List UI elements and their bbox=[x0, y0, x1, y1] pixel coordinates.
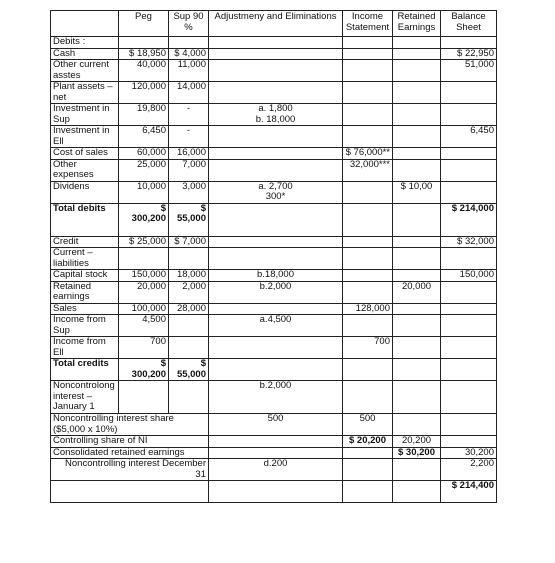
table-row bbox=[51, 414, 497, 436]
retained-earnings-value bbox=[393, 270, 441, 282]
income-statement-value: $ 76,000** bbox=[343, 148, 393, 160]
balance-sheet-value bbox=[441, 281, 497, 303]
adjustment-value bbox=[209, 248, 343, 270]
peg-value bbox=[119, 381, 169, 414]
sup-value bbox=[169, 248, 209, 270]
table-body bbox=[51, 37, 497, 503]
balance-sheet-value bbox=[441, 436, 497, 448]
sup-value bbox=[169, 337, 209, 359]
table-row bbox=[51, 104, 497, 126]
income-statement-value bbox=[343, 315, 393, 337]
row-label: Noncontrolling interest December 31 bbox=[51, 459, 209, 481]
adjustment-value: b.2,000 bbox=[209, 381, 343, 414]
adjustment-value: a. 1,800 b. 18,000 bbox=[209, 104, 343, 126]
income-statement-value bbox=[343, 104, 393, 126]
adjustment-value bbox=[209, 303, 343, 315]
row-label: Capital stock bbox=[51, 270, 119, 282]
peg-value: 4,500 bbox=[119, 315, 169, 337]
table-row bbox=[51, 148, 497, 160]
peg-value: 120,000 bbox=[119, 82, 169, 104]
peg-value: 6,450 bbox=[119, 126, 169, 148]
balance-sheet-value: 30,200 bbox=[441, 447, 497, 459]
retained-earnings-value bbox=[393, 337, 441, 359]
income-statement-value: 128,000 bbox=[343, 303, 393, 315]
retained-earnings-value bbox=[393, 48, 441, 60]
adjustment-value bbox=[209, 236, 343, 248]
row-label: Current – liabilities bbox=[51, 248, 119, 270]
retained-earnings-value bbox=[393, 148, 441, 160]
peg-value: 25,000 bbox=[119, 159, 169, 181]
peg-value: 10,000 bbox=[119, 181, 169, 203]
peg-value: 700 bbox=[119, 337, 169, 359]
table-row bbox=[51, 203, 497, 236]
adjustment-value bbox=[209, 337, 343, 359]
header-retained-earnings: Retained Earnings bbox=[393, 11, 441, 37]
peg-value: $ 300,200 bbox=[119, 359, 169, 381]
sup-value: - bbox=[169, 126, 209, 148]
row-label: Total debits bbox=[51, 203, 119, 236]
row-label: Plant assets – net bbox=[51, 82, 119, 104]
sup-value: 16,000 bbox=[169, 148, 209, 160]
row-label: Income from Sup bbox=[51, 315, 119, 337]
row-label: Other current asstes bbox=[51, 60, 119, 82]
table-row bbox=[51, 481, 497, 503]
retained-earnings-value: $ 10,00 bbox=[393, 181, 441, 203]
balance-sheet-value bbox=[441, 148, 497, 160]
balance-sheet-value bbox=[441, 37, 497, 49]
sup-value bbox=[169, 381, 209, 414]
balance-sheet-value: 51,000 bbox=[441, 60, 497, 82]
balance-sheet-value bbox=[441, 414, 497, 436]
income-statement-value bbox=[343, 203, 393, 236]
table-row bbox=[51, 381, 497, 414]
sup-value: 18,000 bbox=[169, 270, 209, 282]
peg-value: 40,000 bbox=[119, 60, 169, 82]
row-label: Other expenses bbox=[51, 159, 119, 181]
adjustment-value: d.200 bbox=[209, 459, 343, 481]
adjustment-value bbox=[209, 447, 343, 459]
header-label bbox=[51, 11, 119, 37]
balance-sheet-value bbox=[441, 303, 497, 315]
income-statement-value bbox=[343, 270, 393, 282]
retained-earnings-value bbox=[393, 104, 441, 126]
table-row bbox=[51, 236, 497, 248]
balance-sheet-value bbox=[441, 315, 497, 337]
retained-earnings-value bbox=[393, 159, 441, 181]
balance-sheet-value bbox=[441, 181, 497, 203]
adjustment-value bbox=[209, 481, 343, 503]
row-label bbox=[51, 481, 209, 503]
adjustment-value bbox=[209, 126, 343, 148]
adjustment-value: a. 2,700 300* bbox=[209, 181, 343, 203]
retained-earnings-value: 20,200 bbox=[393, 436, 441, 448]
balance-sheet-value: 2,200 bbox=[441, 459, 497, 481]
balance-sheet-value bbox=[441, 82, 497, 104]
sup-value: 11,000 bbox=[169, 60, 209, 82]
income-statement-value bbox=[343, 126, 393, 148]
retained-earnings-value bbox=[393, 126, 441, 148]
adjustment-value bbox=[209, 48, 343, 60]
adjustment-value: 500 bbox=[209, 414, 343, 436]
income-statement-value bbox=[343, 236, 393, 248]
adjustment-value bbox=[209, 82, 343, 104]
balance-sheet-value bbox=[441, 359, 497, 381]
peg-value: 150,000 bbox=[119, 270, 169, 282]
retained-earnings-value bbox=[393, 381, 441, 414]
peg-value: 20,000 bbox=[119, 281, 169, 303]
retained-earnings-value bbox=[393, 414, 441, 436]
income-statement-value bbox=[343, 60, 393, 82]
row-label: Cost of sales bbox=[51, 148, 119, 160]
row-label: Debits : bbox=[51, 37, 119, 49]
table-row bbox=[51, 359, 497, 381]
income-statement-value: 32,000*** bbox=[343, 159, 393, 181]
income-statement-value bbox=[343, 181, 393, 203]
peg-value bbox=[119, 37, 169, 49]
table-row bbox=[51, 126, 497, 148]
sup-value: 14,000 bbox=[169, 82, 209, 104]
table-row bbox=[51, 337, 497, 359]
sup-value bbox=[169, 37, 209, 49]
balance-sheet-value bbox=[441, 337, 497, 359]
sup-value: $ 4,000 bbox=[169, 48, 209, 60]
peg-value: 19,800 bbox=[119, 104, 169, 126]
adjustment-value bbox=[209, 148, 343, 160]
table-row bbox=[51, 159, 497, 181]
peg-value: $ 300,200 bbox=[119, 203, 169, 236]
sup-value: $ 55,000 bbox=[169, 203, 209, 236]
sup-value: 28,000 bbox=[169, 303, 209, 315]
retained-earnings-value: $ 30,200 bbox=[393, 447, 441, 459]
worksheet bbox=[50, 10, 496, 503]
row-label: Noncontrolong interest – January 1 bbox=[51, 381, 119, 414]
retained-earnings-value: 20,000 bbox=[393, 281, 441, 303]
income-statement-value bbox=[343, 82, 393, 104]
header-income-statement: Income Statement bbox=[343, 11, 393, 37]
row-label: Dividens bbox=[51, 181, 119, 203]
adjustment-value bbox=[209, 359, 343, 381]
retained-earnings-value bbox=[393, 82, 441, 104]
balance-sheet-value bbox=[441, 248, 497, 270]
sup-value: 2,000 bbox=[169, 281, 209, 303]
header-adjustments: Adjustmeny and Eliminations bbox=[209, 11, 343, 37]
table-row bbox=[51, 436, 497, 448]
adjustment-value bbox=[209, 436, 343, 448]
retained-earnings-value bbox=[393, 60, 441, 82]
balance-sheet-value: 6,450 bbox=[441, 126, 497, 148]
table-row bbox=[51, 82, 497, 104]
sup-value: 7,000 bbox=[169, 159, 209, 181]
peg-value bbox=[119, 248, 169, 270]
peg-value: 100,000 bbox=[119, 303, 169, 315]
row-label: Investment in Ell bbox=[51, 126, 119, 148]
row-label: Consolidated retained earnings bbox=[51, 447, 209, 459]
header-sup: Sup 90 % bbox=[169, 11, 209, 37]
income-statement-value bbox=[343, 481, 393, 503]
sup-value: 3,000 bbox=[169, 181, 209, 203]
balance-sheet-value bbox=[441, 159, 497, 181]
table-row bbox=[51, 60, 497, 82]
table-row bbox=[51, 315, 497, 337]
table-row bbox=[51, 270, 497, 282]
income-statement-value bbox=[343, 381, 393, 414]
retained-earnings-value bbox=[393, 203, 441, 236]
header-peg: Peg bbox=[119, 11, 169, 37]
row-label: Credit bbox=[51, 236, 119, 248]
balance-sheet-value: $ 32,000 bbox=[441, 236, 497, 248]
income-statement-value: $ 20,200 bbox=[343, 436, 393, 448]
retained-earnings-value bbox=[393, 303, 441, 315]
row-label: Cash bbox=[51, 48, 119, 60]
balance-sheet-value bbox=[441, 381, 497, 414]
retained-earnings-value bbox=[393, 37, 441, 49]
table-row bbox=[51, 303, 497, 315]
adjustment-value bbox=[209, 37, 343, 49]
adjustment-value bbox=[209, 203, 343, 236]
retained-earnings-value bbox=[393, 359, 441, 381]
income-statement-value bbox=[343, 48, 393, 60]
adjustment-value: a.4,500 bbox=[209, 315, 343, 337]
retained-earnings-value bbox=[393, 248, 441, 270]
balance-sheet-value bbox=[441, 104, 497, 126]
row-label: Controlling share of NI bbox=[51, 436, 209, 448]
table-row bbox=[51, 281, 497, 303]
balance-sheet-value: $ 22,950 bbox=[441, 48, 497, 60]
table-row bbox=[51, 37, 497, 49]
sup-value: - bbox=[169, 104, 209, 126]
table-row bbox=[51, 248, 497, 270]
income-statement-value bbox=[343, 37, 393, 49]
row-label: Income from Ell bbox=[51, 337, 119, 359]
peg-value: $ 25,000 bbox=[119, 236, 169, 248]
balance-sheet-value: 150,000 bbox=[441, 270, 497, 282]
income-statement-value: 700 bbox=[343, 337, 393, 359]
income-statement-value bbox=[343, 447, 393, 459]
income-statement-value bbox=[343, 359, 393, 381]
header-balance-sheet: Balance Sheet bbox=[441, 11, 497, 37]
income-statement-value bbox=[343, 281, 393, 303]
income-statement-value: 500 bbox=[343, 414, 393, 436]
row-label: Total credits bbox=[51, 359, 119, 381]
retained-earnings-value bbox=[393, 481, 441, 503]
income-statement-value bbox=[343, 248, 393, 270]
table-row bbox=[51, 447, 497, 459]
adjustment-value: b.18,000 bbox=[209, 270, 343, 282]
balance-sheet-value: $ 214,400 bbox=[441, 481, 497, 503]
table-row bbox=[51, 459, 497, 481]
sup-value: $ 55,000 bbox=[169, 359, 209, 381]
peg-value: $ 18,950 bbox=[119, 48, 169, 60]
row-label: Investment in Sup bbox=[51, 104, 119, 126]
header-row bbox=[51, 11, 497, 37]
peg-value: 60,000 bbox=[119, 148, 169, 160]
table-row bbox=[51, 48, 497, 60]
retained-earnings-value bbox=[393, 459, 441, 481]
row-label: Sales bbox=[51, 303, 119, 315]
adjustment-value: b.2,000 bbox=[209, 281, 343, 303]
retained-earnings-value bbox=[393, 315, 441, 337]
adjustment-value bbox=[209, 159, 343, 181]
retained-earnings-value bbox=[393, 236, 441, 248]
consolidation-table bbox=[50, 10, 497, 503]
table-row bbox=[51, 181, 497, 203]
sup-value: $ 7,000 bbox=[169, 236, 209, 248]
sup-value bbox=[169, 315, 209, 337]
balance-sheet-value: $ 214,000 bbox=[441, 203, 497, 236]
income-statement-value bbox=[343, 459, 393, 481]
row-label: Noncontrolling interest share ($5,000 x 10%) bbox=[51, 414, 209, 436]
row-label: Retained earnings bbox=[51, 281, 119, 303]
adjustment-value bbox=[209, 60, 343, 82]
